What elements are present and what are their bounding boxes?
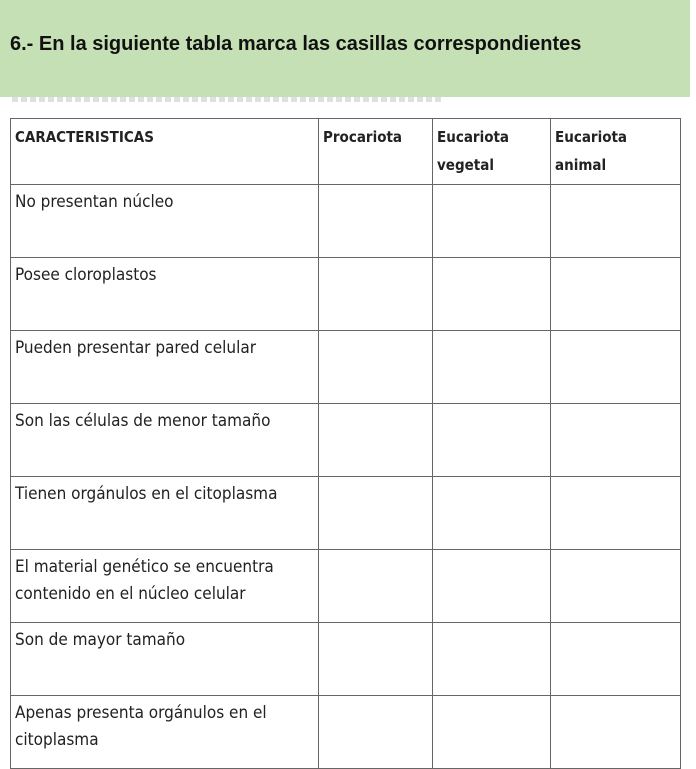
checkbox-cell-eucariota-animal[interactable] — [551, 331, 681, 404]
checkbox-cell-eucariota-animal[interactable] — [551, 623, 681, 696]
header-procariota: Procariota — [319, 119, 433, 185]
header-eucariota-vegetal: Eucariota vegetal — [433, 119, 551, 185]
table-row — [11, 258, 681, 331]
table-row — [11, 331, 681, 404]
checkbox-cell-eucariota-animal[interactable] — [551, 477, 681, 550]
checkbox-cell-eucariota-animal[interactable] — [551, 404, 681, 477]
checkbox-cell-procariota[interactable] — [319, 258, 433, 331]
characteristic-label: Posee cloroplastos — [11, 258, 319, 331]
checkbox-cell-procariota[interactable] — [319, 404, 433, 477]
table-header-row — [11, 119, 681, 185]
checkbox-cell-eucariota-vegetal[interactable] — [433, 477, 551, 550]
checkbox-cell-eucariota-animal[interactable] — [551, 696, 681, 769]
characteristic-label: Son de mayor tamaño — [11, 623, 319, 696]
checkbox-cell-eucariota-vegetal[interactable] — [433, 404, 551, 477]
characteristic-label: No presentan núcleo — [11, 185, 319, 258]
checkbox-cell-procariota[interactable] — [319, 185, 433, 258]
checkbox-cell-eucariota-animal[interactable] — [551, 550, 681, 623]
characteristics-table — [10, 118, 681, 769]
checkbox-cell-eucariota-vegetal[interactable] — [433, 185, 551, 258]
header-characteristics: CARACTERISTICAS — [11, 119, 319, 185]
table-row — [11, 623, 681, 696]
checkbox-cell-eucariota-vegetal[interactable] — [433, 623, 551, 696]
characteristic-label: Apenas presenta orgánulos en el citoplasma — [11, 696, 319, 769]
characteristic-label: El material genético se encuentra contenido en el núcleo celular — [11, 550, 319, 623]
characteristic-label: Son las células de menor tamaño — [11, 404, 319, 477]
checkbox-cell-eucariota-vegetal[interactable] — [433, 331, 551, 404]
checkbox-cell-procariota[interactable] — [319, 331, 433, 404]
characteristic-label: Tienen orgánulos en el citoplasma — [11, 477, 319, 550]
checkbox-cell-procariota[interactable] — [319, 696, 433, 769]
characteristic-label: Pueden presentar pared celular — [11, 331, 319, 404]
table-row — [11, 404, 681, 477]
table-row — [11, 477, 681, 550]
table-row — [11, 550, 681, 623]
checkbox-cell-eucariota-vegetal[interactable] — [433, 696, 551, 769]
checkbox-cell-eucariota-vegetal[interactable] — [433, 550, 551, 623]
table-row — [11, 185, 681, 258]
checkbox-cell-procariota[interactable] — [319, 623, 433, 696]
checkbox-cell-eucariota-animal[interactable] — [551, 185, 681, 258]
checkbox-cell-procariota[interactable] — [319, 477, 433, 550]
table-row — [11, 696, 681, 769]
checkbox-cell-eucariota-vegetal[interactable] — [433, 258, 551, 331]
checkbox-cell-eucariota-animal[interactable] — [551, 258, 681, 331]
checkbox-cell-procariota[interactable] — [319, 550, 433, 623]
header-eucariota-animal: Eucariota animal — [551, 119, 681, 185]
faded-instruction-text — [12, 97, 442, 102]
exercise-title: 6.- En la siguiente tabla marca las casillas correspondientes — [10, 33, 582, 55]
